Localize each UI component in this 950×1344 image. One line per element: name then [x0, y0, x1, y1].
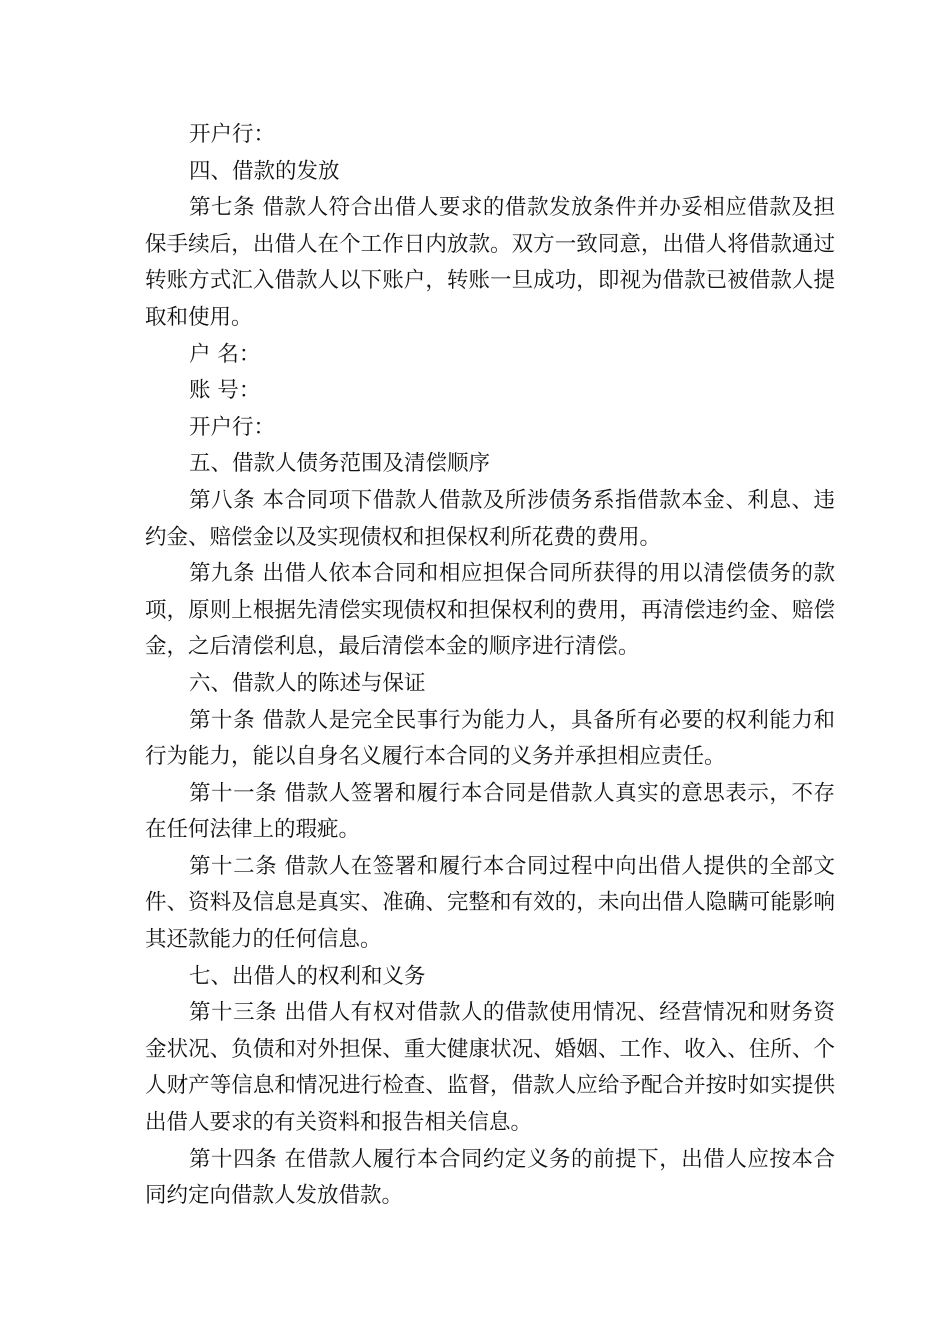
article-13: 第十三条 出借人有权对借款人的借款使用情况、经营情况和财务资金状况、负债和对外担保、重大健康状况、婚姻、工作、收入、住所、个人财产等信息和情况进行检查、监督，借款人应给予配合并按时如实提供出借人要求的有关资料和报告相关信息。: [145, 1000, 835, 1136]
paragraph-bank-1: 开户行：: [189, 122, 276, 147]
account-name-line: 户 名：: [189, 341, 261, 367]
section-heading-5: 五、借款人债务范围及清偿顺序: [189, 451, 491, 477]
article-14: 第十四条 在借款人履行本合同约定义务的前提下，出借人应按本合同约定向借款人发放借款。: [145, 1146, 835, 1209]
document-body: [145, 117, 835, 1215]
account-number-line: 账 号：: [189, 378, 261, 404]
article-7: 第七条 借款人符合出借人要求的借款发放条件并办妥相应借款及担保手续后，出借人在个工作日内放款。双方一致同意，出借人将借款通过转账方式汇入借款人以下账户，转账一旦成功，即视为借款已被借款人提取和使用。: [145, 195, 835, 330]
section-heading-7: 七、出借人的权利和义务: [189, 963, 426, 989]
article-10: 第十条 借款人是完全民事行为能力人，具备所有必要的权利能力和行为能力，能以自身名义履行本合同的义务并承担相应责任。: [145, 707, 835, 770]
article-9: 第九条 出借人依本合同和相应担保合同所获得的用以清偿债务的款项，原则上根据先清偿实现债权和担保权利的费用，再清偿违约金、赔偿金，之后清偿利息，最后清偿本金的顺序进行清偿。: [145, 561, 835, 660]
paragraph-bank-2: 开户行：: [189, 414, 276, 440]
article-12: 第十二条 借款人在签署和履行本合同过程中向出借人提供的全部文件、资料及信息是真实、准确、完整和有效的，未向出借人隐瞒可能影响其还款能力的任何信息。: [145, 853, 835, 953]
section-heading-4: 四、借款的发放: [189, 158, 340, 184]
section-heading-6: 六、借款人的陈述与保证: [189, 670, 426, 696]
article-8: 第八条 本合同项下借款人借款及所涉债务系指借款本金、利息、违约金、赔偿金以及实现债权和担保权利所花费的费用。: [145, 487, 835, 550]
article-11: 第十一条 借款人签署和履行本合同是借款人真实的意思表示，不存在任何法律上的瑕疵。: [145, 780, 835, 843]
